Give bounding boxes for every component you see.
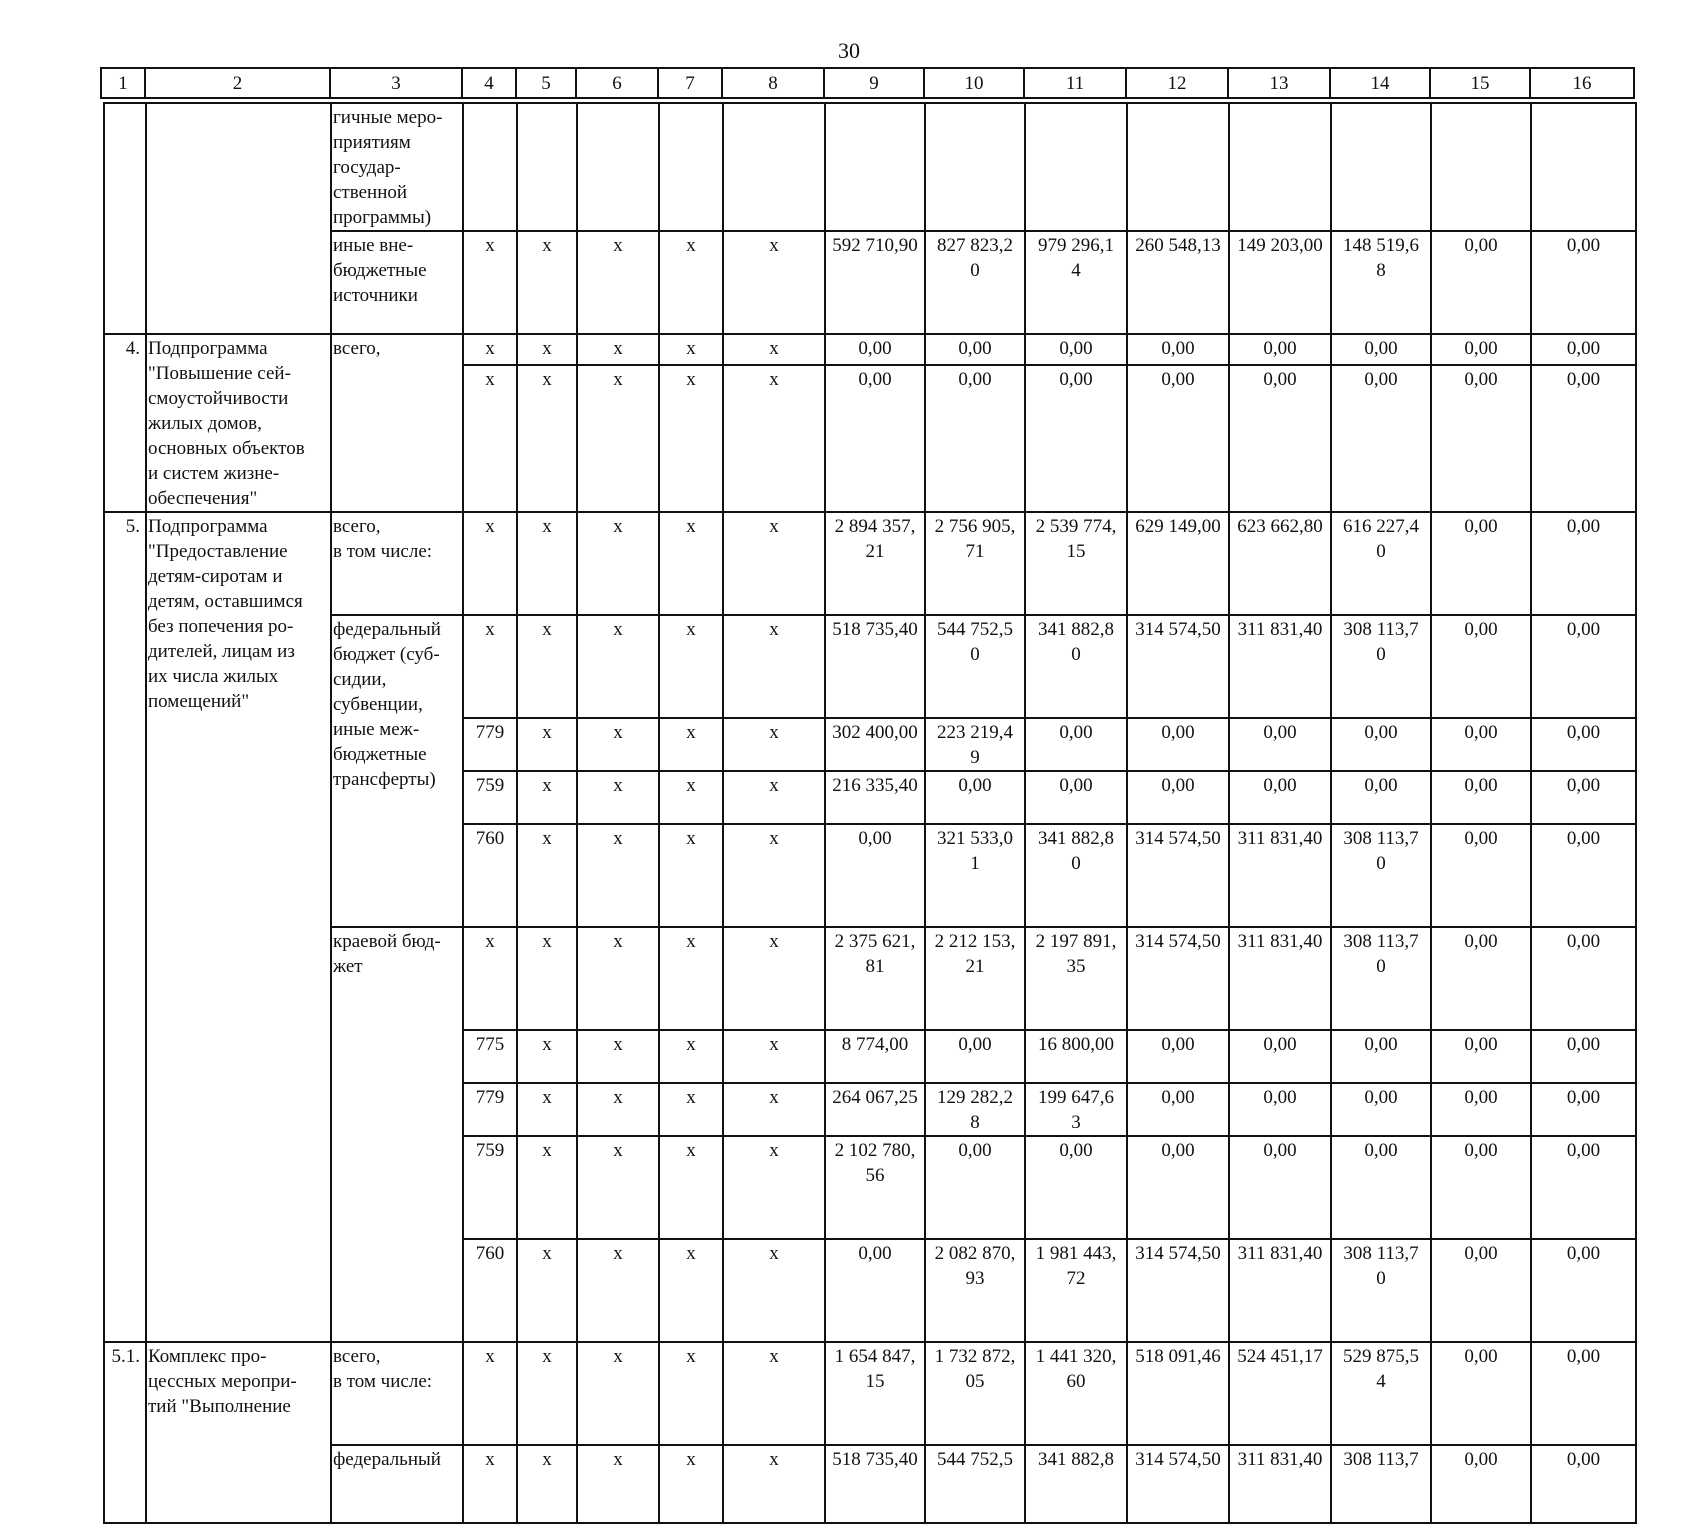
amount-cell: 0,00 xyxy=(1331,334,1431,365)
amount-cell: 129 282,2 8 xyxy=(925,1083,1025,1136)
header-cell: 2 xyxy=(145,68,330,98)
x-cell: х xyxy=(659,1342,723,1445)
amount-cell: 0,00 xyxy=(1331,718,1431,771)
amount-cell: 623 662,80 xyxy=(1229,512,1331,615)
amount-cell: 308 113,7 0 xyxy=(1331,615,1431,718)
x-cell: х xyxy=(577,1136,659,1239)
row-number: 5.1. xyxy=(104,1342,146,1523)
amount-cell: 0,00 xyxy=(1431,334,1531,365)
header-cell: 14 xyxy=(1330,68,1430,98)
amount-cell: 0,00 xyxy=(925,334,1025,365)
amount-cell: 524 451,17 xyxy=(1229,1342,1331,1445)
funding-source: всего, xyxy=(331,334,463,512)
table-row xyxy=(104,1342,1636,1445)
amount-cell: 341 882,8 0 xyxy=(1025,615,1127,718)
amount-cell: 544 752,5 xyxy=(925,1445,1025,1523)
code-cell: х xyxy=(463,231,517,334)
funding-source: всего, в том числе: xyxy=(331,512,463,615)
table-cell xyxy=(1331,103,1431,231)
x-cell: х xyxy=(659,1030,723,1083)
x-cell: х xyxy=(577,927,659,1030)
header-cell: 11 xyxy=(1024,68,1126,98)
amount-cell: 260 548,13 xyxy=(1127,231,1229,334)
amount-cell: 0,00 xyxy=(825,1239,925,1342)
page-number: 30 xyxy=(838,38,860,63)
x-cell: х xyxy=(517,365,577,512)
x-cell: х xyxy=(577,1083,659,1136)
program-name xyxy=(146,103,331,334)
amount-cell: 0,00 xyxy=(1127,1030,1229,1083)
x-cell: х xyxy=(577,771,659,824)
header-cell: 15 xyxy=(1430,68,1530,98)
amount-cell: 0,00 xyxy=(925,1136,1025,1239)
x-cell: х xyxy=(577,1239,659,1342)
x-cell: х xyxy=(659,1136,723,1239)
code-cell: 775 xyxy=(463,1030,517,1083)
x-cell: х xyxy=(517,615,577,718)
x-cell: х xyxy=(723,718,825,771)
amount-cell: 0,00 xyxy=(1229,365,1331,512)
amount-cell: 0,00 xyxy=(1531,231,1636,334)
amount-cell: 308 113,7 0 xyxy=(1331,1239,1431,1342)
table-row xyxy=(104,231,1636,334)
x-cell: х xyxy=(517,1445,577,1523)
x-cell: х xyxy=(659,365,723,512)
x-cell: х xyxy=(659,1445,723,1523)
amount-cell: 2 082 870, 93 xyxy=(925,1239,1025,1342)
x-cell: х xyxy=(723,365,825,512)
x-cell: х xyxy=(577,824,659,927)
amount-cell: 0,00 xyxy=(1331,365,1431,512)
amount-cell: 529 875,5 4 xyxy=(1331,1342,1431,1445)
x-cell: х xyxy=(577,615,659,718)
x-cell: х xyxy=(517,1239,577,1342)
amount-cell: 518 735,40 xyxy=(825,615,925,718)
row-number xyxy=(104,103,146,334)
amount-cell: 0,00 xyxy=(1431,1030,1531,1083)
amount-cell: 1 654 847, 15 xyxy=(825,1342,925,1445)
amount-cell: 8 774,00 xyxy=(825,1030,925,1083)
header-cell: 13 xyxy=(1228,68,1330,98)
table-cell xyxy=(1025,103,1127,231)
x-cell: х xyxy=(577,1030,659,1083)
header-cell: 12 xyxy=(1126,68,1228,98)
x-cell: х xyxy=(577,334,659,365)
header-row xyxy=(101,68,1634,98)
amount-cell: 0,00 xyxy=(1431,1136,1531,1239)
header-cell: 7 xyxy=(658,68,722,98)
amount-cell: 1 441 320, 60 xyxy=(1025,1342,1127,1445)
amount-cell: 0,00 xyxy=(1531,615,1636,718)
amount-cell: 0,00 xyxy=(1431,1342,1531,1445)
x-cell: х xyxy=(517,771,577,824)
code-cell: 759 xyxy=(463,771,517,824)
program-name: Подпрограмма "Предоставление детям-сиротам и детям, оставшимся без попечения ро- дителей, лицам из их числа жилых помещений" xyxy=(146,512,331,1342)
amount-cell: 629 149,00 xyxy=(1127,512,1229,615)
x-cell: х xyxy=(517,824,577,927)
header-cell: 3 xyxy=(330,68,462,98)
amount-cell: 0,00 xyxy=(1431,365,1531,512)
amount-cell: 0,00 xyxy=(1127,771,1229,824)
code-cell: 759 xyxy=(463,1136,517,1239)
table-cell xyxy=(659,103,723,231)
amount-cell: 314 574,50 xyxy=(1127,1445,1229,1523)
budget-table xyxy=(103,102,1637,1524)
code-cell: х xyxy=(463,512,517,615)
funding-source: иные вне- бюджетные источники xyxy=(331,231,463,334)
amount-cell: 0,00 xyxy=(825,334,925,365)
row-number: 5. xyxy=(104,512,146,1342)
x-cell: х xyxy=(577,512,659,615)
amount-cell: 321 533,0 1 xyxy=(925,824,1025,927)
table-row xyxy=(104,927,1636,1030)
amount-cell: 0,00 xyxy=(1531,1239,1636,1342)
funding-source: гичные меро- приятиям государ- ственной программы) xyxy=(331,103,463,231)
amount-cell: 1 732 872, 05 xyxy=(925,1342,1025,1445)
amount-cell: 0,00 xyxy=(1531,1445,1636,1523)
code-cell: х xyxy=(463,365,517,512)
amount-cell: 216 335,40 xyxy=(825,771,925,824)
amount-cell: 0,00 xyxy=(825,365,925,512)
table-row xyxy=(104,512,1636,615)
amount-cell: 148 519,6 8 xyxy=(1331,231,1431,334)
x-cell: х xyxy=(659,718,723,771)
code-cell: х xyxy=(463,334,517,365)
amount-cell: 311 831,40 xyxy=(1229,1445,1331,1523)
amount-cell: 2 756 905, 71 xyxy=(925,512,1025,615)
header-cell: 5 xyxy=(516,68,576,98)
header-cell: 9 xyxy=(824,68,924,98)
table-row xyxy=(104,615,1636,718)
amount-cell: 0,00 xyxy=(1531,1030,1636,1083)
table-cell xyxy=(463,103,517,231)
header-cell: 10 xyxy=(924,68,1024,98)
amount-cell: 0,00 xyxy=(1229,334,1331,365)
amount-cell: 0,00 xyxy=(1431,718,1531,771)
amount-cell: 0,00 xyxy=(1025,334,1127,365)
amount-cell: 0,00 xyxy=(1431,824,1531,927)
amount-cell: 0,00 xyxy=(1127,718,1229,771)
funding-source: краевой бюд- жет xyxy=(331,927,463,1342)
amount-cell: 0,00 xyxy=(1229,1083,1331,1136)
amount-cell: 1 981 443, 72 xyxy=(1025,1239,1127,1342)
code-cell: х xyxy=(463,615,517,718)
amount-cell: 0,00 xyxy=(1531,1136,1636,1239)
amount-cell: 341 882,8 xyxy=(1025,1445,1127,1523)
header-cell: 6 xyxy=(576,68,658,98)
x-cell: х xyxy=(723,615,825,718)
amount-cell: 0,00 xyxy=(1331,771,1431,824)
amount-cell: 314 574,50 xyxy=(1127,615,1229,718)
amount-cell: 149 203,00 xyxy=(1229,231,1331,334)
x-cell: х xyxy=(723,1136,825,1239)
amount-cell: 544 752,5 0 xyxy=(925,615,1025,718)
column-number-header xyxy=(100,67,1635,99)
amount-cell: 0,00 xyxy=(1025,718,1127,771)
x-cell: х xyxy=(577,231,659,334)
x-cell: х xyxy=(723,231,825,334)
amount-cell: 308 113,7 0 xyxy=(1331,824,1431,927)
amount-cell: 518 091,46 xyxy=(1127,1342,1229,1445)
amount-cell: 314 574,50 xyxy=(1127,927,1229,1030)
program-name: Комплекс про- цессных меропри- тий "Выполнение xyxy=(146,1342,331,1523)
x-cell: х xyxy=(723,1445,825,1523)
amount-cell: 0,00 xyxy=(1331,1083,1431,1136)
amount-cell: 223 219,4 9 xyxy=(925,718,1025,771)
code-cell: 779 xyxy=(463,1083,517,1136)
x-cell: х xyxy=(723,1342,825,1445)
table-row xyxy=(104,103,1636,231)
x-cell: х xyxy=(517,231,577,334)
amount-cell: 616 227,4 0 xyxy=(1331,512,1431,615)
x-cell: х xyxy=(517,1030,577,1083)
x-cell: х xyxy=(517,1083,577,1136)
x-cell: х xyxy=(577,718,659,771)
table-row xyxy=(104,1445,1636,1523)
x-cell: х xyxy=(659,231,723,334)
table-cell xyxy=(825,103,925,231)
amount-cell: 0,00 xyxy=(1229,1136,1331,1239)
amount-cell: 0,00 xyxy=(1531,824,1636,927)
amount-cell: 979 296,1 4 xyxy=(1025,231,1127,334)
amount-cell: 308 113,7 0 xyxy=(1331,927,1431,1030)
funding-source: федеральный бюджет (суб- сидии, субвенции, иные меж- бюджетные трансферты) xyxy=(331,615,463,927)
code-cell: х xyxy=(463,927,517,1030)
table-cell xyxy=(1531,103,1636,231)
code-cell: х xyxy=(463,1445,517,1523)
x-cell: х xyxy=(659,824,723,927)
amount-cell: 2 894 357, 21 xyxy=(825,512,925,615)
table-cell xyxy=(1431,103,1531,231)
amount-cell: 0,00 xyxy=(1531,1342,1636,1445)
row-number: 4. xyxy=(104,334,146,512)
x-cell: х xyxy=(517,718,577,771)
amount-cell: 0,00 xyxy=(1229,1030,1331,1083)
amount-cell: 199 647,6 3 xyxy=(1025,1083,1127,1136)
amount-cell: 16 800,00 xyxy=(1025,1030,1127,1083)
header-cell: 16 xyxy=(1530,68,1634,98)
amount-cell: 311 831,40 xyxy=(1229,927,1331,1030)
amount-cell: 0,00 xyxy=(1531,365,1636,512)
x-cell: х xyxy=(517,512,577,615)
x-cell: х xyxy=(659,771,723,824)
x-cell: х xyxy=(659,512,723,615)
amount-cell: 314 574,50 xyxy=(1127,1239,1229,1342)
amount-cell: 0,00 xyxy=(1531,512,1636,615)
amount-cell: 0,00 xyxy=(925,365,1025,512)
amount-cell: 314 574,50 xyxy=(1127,824,1229,927)
x-cell: х xyxy=(577,365,659,512)
x-cell: х xyxy=(723,824,825,927)
x-cell: х xyxy=(659,615,723,718)
amount-cell: 0,00 xyxy=(1025,365,1127,512)
amount-cell: 311 831,40 xyxy=(1229,824,1331,927)
x-cell: х xyxy=(659,1239,723,1342)
amount-cell: 0,00 xyxy=(1431,927,1531,1030)
x-cell: х xyxy=(723,1083,825,1136)
amount-cell: 0,00 xyxy=(1331,1136,1431,1239)
amount-cell: 0,00 xyxy=(1229,771,1331,824)
x-cell: х xyxy=(723,771,825,824)
amount-cell: 0,00 xyxy=(1431,1083,1531,1136)
amount-cell: 0,00 xyxy=(1531,334,1636,365)
amount-cell: 0,00 xyxy=(1531,1083,1636,1136)
amount-cell: 592 710,90 xyxy=(825,231,925,334)
amount-cell: 0,00 xyxy=(1531,927,1636,1030)
x-cell: х xyxy=(577,1445,659,1523)
x-cell: х xyxy=(723,927,825,1030)
funding-source: федеральный xyxy=(331,1445,463,1523)
amount-cell: 302 400,00 xyxy=(825,718,925,771)
x-cell: х xyxy=(659,927,723,1030)
amount-cell: 0,00 xyxy=(1127,365,1229,512)
code-cell: 760 xyxy=(463,1239,517,1342)
amount-cell: 0,00 xyxy=(1127,1083,1229,1136)
table-cell xyxy=(517,103,577,231)
table-cell xyxy=(723,103,825,231)
amount-cell: 0,00 xyxy=(1431,231,1531,334)
x-cell: х xyxy=(517,334,577,365)
amount-cell: 0,00 xyxy=(925,1030,1025,1083)
amount-cell: 0,00 xyxy=(1025,771,1127,824)
amount-cell: 0,00 xyxy=(825,824,925,927)
amount-cell: 2 197 891, 35 xyxy=(1025,927,1127,1030)
table-cell xyxy=(577,103,659,231)
header-cell: 8 xyxy=(722,68,824,98)
header-cell: 1 xyxy=(101,68,145,98)
funding-source: всего, в том числе: xyxy=(331,1342,463,1445)
amount-cell: 2 375 621, 81 xyxy=(825,927,925,1030)
code-cell: 779 xyxy=(463,718,517,771)
program-name: Подпрограмма "Повышение сей- смоустойчивости жилых домов, основных объектов и систем жизне- обеспечения" xyxy=(146,334,331,512)
amount-cell: 311 831,40 xyxy=(1229,1239,1331,1342)
table-row xyxy=(104,334,1636,365)
amount-cell: 0,00 xyxy=(1431,771,1531,824)
amount-cell: 0,00 xyxy=(1331,1030,1431,1083)
x-cell: х xyxy=(577,1342,659,1445)
amount-cell: 518 735,40 xyxy=(825,1445,925,1523)
x-cell: х xyxy=(723,334,825,365)
amount-cell: 0,00 xyxy=(1431,615,1531,718)
x-cell: х xyxy=(517,1342,577,1445)
amount-cell: 0,00 xyxy=(1127,1136,1229,1239)
amount-cell: 0,00 xyxy=(1531,771,1636,824)
amount-cell: 308 113,7 xyxy=(1331,1445,1431,1523)
amount-cell: 2 212 153, 21 xyxy=(925,927,1025,1030)
x-cell: х xyxy=(517,1136,577,1239)
amount-cell: 341 882,8 0 xyxy=(1025,824,1127,927)
amount-cell: 0,00 xyxy=(1431,512,1531,615)
amount-cell: 2 102 780, 56 xyxy=(825,1136,925,1239)
x-cell: х xyxy=(517,927,577,1030)
table-cell xyxy=(925,103,1025,231)
amount-cell: 311 831,40 xyxy=(1229,615,1331,718)
amount-cell: 0,00 xyxy=(1531,718,1636,771)
amount-cell: 0,00 xyxy=(1229,718,1331,771)
x-cell: х xyxy=(659,1083,723,1136)
amount-cell: 827 823,2 0 xyxy=(925,231,1025,334)
amount-cell: 0,00 xyxy=(1431,1445,1531,1523)
amount-cell: 0,00 xyxy=(1127,334,1229,365)
amount-cell: 0,00 xyxy=(1025,1136,1127,1239)
amount-cell: 2 539 774, 15 xyxy=(1025,512,1127,615)
x-cell: х xyxy=(723,512,825,615)
header-cell: 4 xyxy=(462,68,516,98)
amount-cell: 264 067,25 xyxy=(825,1083,925,1136)
code-cell: 760 xyxy=(463,824,517,927)
x-cell: х xyxy=(723,1030,825,1083)
amount-cell: 0,00 xyxy=(925,771,1025,824)
table-cell xyxy=(1127,103,1229,231)
amount-cell: 0,00 xyxy=(1431,1239,1531,1342)
code-cell: х xyxy=(463,1342,517,1445)
x-cell: х xyxy=(659,334,723,365)
x-cell: х xyxy=(723,1239,825,1342)
table-cell xyxy=(1229,103,1331,231)
